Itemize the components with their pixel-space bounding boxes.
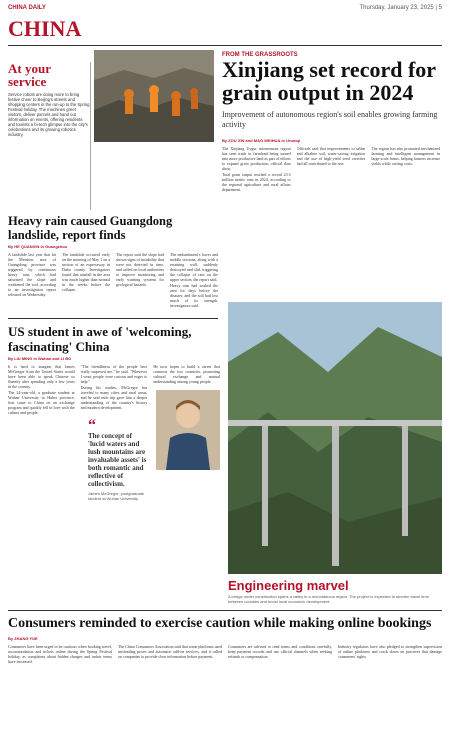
landslide-paragraph: A landslide last year that hit the Meizhou area of Guangdong province was triggered by continuous heavy rain, which had saturated the slope and weakened the soil, according to an investigation report released on Wednesday. xyxy=(8,252,56,297)
landslide-body xyxy=(8,252,218,312)
landslide-headline: Heavy rain caused Guangdong landslide, report finds xyxy=(8,214,173,242)
engineering-caption: A bridge under construction spans a valley in a mountainous region. The project is expected to shorten travel time between counties and boost local economic development. xyxy=(228,594,429,604)
consumers-headline: Consumers reminded to exercise caution while making online bookings xyxy=(8,616,432,631)
us-student-paragraph: The 24-year-old, a graduate student at Wuhan University in Hubei province, first came to China on an exchange program and quickly fell in love with the culture and people. xyxy=(8,390,75,415)
us-student-paragraph: He now hopes to build a career that connects the two countries, promoting cultural exchange and mutual understanding among young people. xyxy=(153,364,221,384)
xinjiang-byline: By ZOU XIN and MAO WEIHUA in Urumqi xyxy=(222,138,301,143)
issue-date: Thursday, January 23, 2025 | 5 xyxy=(359,5,442,11)
landslide-col-2 xyxy=(62,252,110,312)
us-student-paragraph: It is hard to imagine that James McGregor from the United States would have been able to speak Chinese so fluently after spending only a few years in the country. xyxy=(8,364,75,389)
consumers-paragraph: The China Consumers Association said that some platforms used misleading prices and automatic add-on services, and it called on companies to provide clear information before payment. xyxy=(118,644,222,659)
quote-mark-icon: “ xyxy=(88,417,96,434)
xinjiang-paragraph: Officials said that improvements to saline and alkaline soil, water-saving irrigation and the use of high-yield seed varieties had all contributed to the rise. xyxy=(296,146,366,166)
brief-text: Service robots are doing more to bring festive cheer to Beijing's streets and shopping centers in the run-up to the Spring Festival holiday. The machines greet visitors, deliver parcels and hand out information on events, offering residents and tourists a hi-tech glimpse into the city's celebrations and its growing robotics industry. xyxy=(8,92,90,137)
page-header xyxy=(8,5,442,16)
us-student-col-1 xyxy=(8,364,75,519)
consumers-paragraph: Consumers are advised to read terms and conditions carefully, keep payment records and use official channels when seeking refunds or compensation. xyxy=(228,644,332,659)
xinjiang-paragraph: The Xinjiang Uygur autonomous region has seen trade in farmland being turned into more productive land as part of efforts to expand grain production, official data show. xyxy=(222,146,291,171)
consumers-col-3 xyxy=(228,644,332,742)
landslide-photo-graphic xyxy=(94,50,214,142)
brief-title: At your service xyxy=(8,61,51,89)
xinjiang-paragraph: The region has also promoted mechanized farming and intelligent management in large-scale farms, helping farmers increase yields while cutting costs. xyxy=(371,146,441,166)
xinjiang-paragraph: Total grain output reached a record 23.3 million metric tons in 2024, according to the regional agriculture and rural affairs department. xyxy=(222,172,291,192)
landslide-paragraph: Heavy rain had soaked the area for days before the disaster, and the soil had lost much of its strength, investigators said. xyxy=(170,283,218,308)
news-brief xyxy=(8,62,91,210)
consumers-col-4 xyxy=(338,644,442,742)
divider xyxy=(8,318,218,319)
student-photo xyxy=(156,390,220,470)
xinjiang-kicker: FROM THE GRASSROOTS xyxy=(222,52,298,58)
engineering-title: Engineering marvel xyxy=(228,578,349,593)
consumers-body xyxy=(8,644,442,742)
us-student-paragraph: During his studies, McGregor has traveled to many cities and rural areas, and he said each trip gave him a deeper understanding of the country's history and modern development. xyxy=(80,385,148,410)
masthead-logo: CHINA DAILY xyxy=(8,5,46,11)
landslide-byline: By HE QUANXIN in Guangzhou xyxy=(8,244,68,249)
us-student-paragraph: "The friendliness of the people here really surprised me," he said. "Wherever I went, people were curious and eager to help." xyxy=(80,364,148,384)
xinjiang-body xyxy=(222,146,440,296)
landslide-paragraph: The landslide occurred early on the morning of May 1 on a section of an expressway in Dabu county. Investigators found that rainfall in the area was much higher than normal in the weeks before the collapse. xyxy=(62,252,110,292)
xinjiang-col-3 xyxy=(371,146,440,296)
landslide-paragraph: The embankment's lower and middle sections, along with a retaining wall, suddenly destroyed and slid, triggering the collapse of rain on the upper section, the report said. xyxy=(170,252,218,282)
consumers-col-1 xyxy=(8,644,112,742)
xinjiang-subhead: Improvement of autonomous region's soil enables growing farming activity xyxy=(222,110,438,129)
engineering-photo xyxy=(228,302,442,574)
landslide-col-1 xyxy=(8,252,56,312)
landslide-col-3 xyxy=(116,252,164,312)
landslide-col-4 xyxy=(170,252,218,312)
quote-text: The concept of 'lucid waters and lush mountains are invaluable assets' is both romantic and reflective of collectivism. xyxy=(88,432,147,488)
quote-source: James McGregor, postgraduate student at Wuhan University xyxy=(88,491,145,501)
consumers-byline: By ZHANG YUE xyxy=(8,636,38,641)
consumers-paragraph: Industry regulators have also pledged to strengthen supervision of online platforms and crack down on practices that damage consumers' rights. xyxy=(338,644,442,659)
xinjiang-headline: Xinjiang set record for grain output in 2024 xyxy=(222,57,436,105)
us-student-byline: By LIU MING in Wuhan and LI BO xyxy=(8,356,72,361)
xinjiang-col-1 xyxy=(222,146,291,296)
student-photo-graphic xyxy=(156,390,220,470)
landslide-photo xyxy=(94,50,214,142)
consumers-paragraph: Consumers have been urged to be cautious when booking travel, accommodation and tickets online during the Spring Festival holiday, as complaints about hidden charges and unfair terms have increased. xyxy=(8,644,112,664)
divider xyxy=(8,610,442,611)
us-student-headline: US student in awe of 'welcoming, fascinating' China xyxy=(8,324,192,354)
section-title: CHINA xyxy=(8,16,82,41)
pull-quote xyxy=(88,417,150,501)
xinjiang-col-2 xyxy=(297,146,366,296)
consumers-col-2 xyxy=(118,644,222,742)
bridge-photo-graphic xyxy=(228,302,442,574)
header-rule xyxy=(8,45,442,46)
landslide-paragraph: The report said the slope had shown signs of instability that were not detected in time, and called on local authorities to improve monitoring and early warning systems for geological hazards. xyxy=(116,252,164,287)
